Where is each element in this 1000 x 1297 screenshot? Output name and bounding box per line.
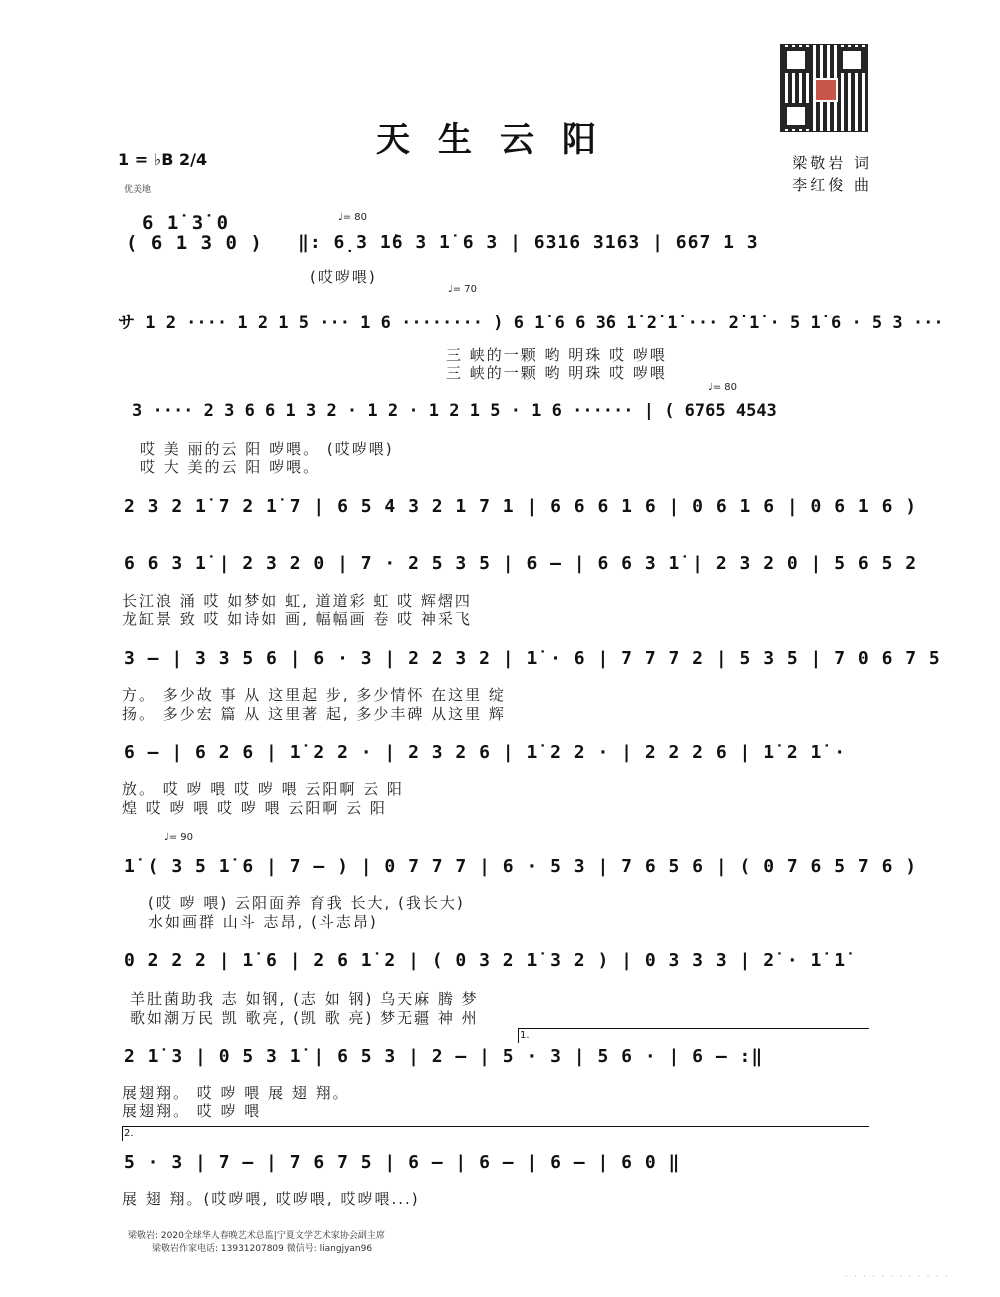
tempo-mark: ♩= 90 (164, 832, 193, 843)
lyric-line-7a: 放。 哎 哕 喂 哎 哕 喂 云阳啊 云 阳 (122, 780, 404, 798)
lyric-line-8a: (哎 哕 喂) 云阳面养 育我 长大, (我长大) (148, 894, 465, 912)
score-line-10: 2 1̇ 3 | 0 5 3 1̇ | 6 5 3 | 2 — | 5 · 3 | 5 6 · | 6 — :‖ (124, 1046, 764, 1067)
lyric-line-11a: 展 翅 翔。(哎哕喂, 哎哕喂, 哎哕喂...) (122, 1190, 420, 1208)
score-line-6: 3 — | 3 3 5 6 | 6 · 3 | 2 2 3 2 | 1̇ · 6 | 7 7 7 2 | 5 3 5 | 7 0 6 7 5 (124, 648, 941, 669)
score-line-3: 3 ···· 2 3 6 6 1 3 2 · 1 2 · 1 2 1 5 · 1 6 ······ | ( 6765 4543 (132, 401, 777, 421)
lyric-line-6a: 方。 多少故 事 从 这里起 步, 多少情怀 在这里 绽 (122, 686, 506, 704)
score-line-8: 1̇ ( 3 5 1̇ 6 | 7 — ) | 0 7 7 7 | 6 · 5 3 | 7 6 5 6 | ( 0 7 6 5 7 6 ) (124, 856, 918, 877)
volta-1: 1. (520, 1030, 530, 1041)
lyricist: 梁敬岩 词 (792, 154, 872, 172)
score-line-9: 0 2 2 2 | 1̇ 6 | 2 6 1̇ 2 | ( 0 3 2 1̇ 3 2 ) | 0 3 3 3 | 2̇ · 1̇ 1̇ (124, 950, 847, 971)
qr-logo-icon (814, 78, 838, 102)
lyric-line-9b: 歌如潮万民 凯 歌亮, (凯 歌 亮) 梦无疆 神 州 (130, 1009, 479, 1027)
lyric-line-8b: 水如画群 山斗 志昂, (斗志昂) (148, 913, 378, 931)
tempo-mark: ♩= 70 (448, 284, 477, 295)
composer: 李红俊 曲 (792, 176, 872, 194)
tempo-mark: ♩= 80 (708, 382, 737, 393)
qr-corner-icon (839, 47, 865, 73)
tempo-mark: ♩= 80 (338, 212, 367, 223)
footer-note-1: 梁敬岩: 2020全球华人春晚艺术总监|宁夏文学艺术家协会副主席 (128, 1231, 385, 1241)
score-line-5: 6 6 3 1̇ | 2 3 2 0 | 7 · 2 5 3 5 | 6 — | 6 6 3 1̇ | 2 3 2 0 | 5 6 5 2 (124, 553, 918, 574)
mood-marking: 优美地 (124, 185, 152, 195)
score-line-2: サ 1 2 ···· 1 2 1 5 ··· 1 6 ········ ) 6 1̇ 6 6 3̇6 1̇ 2̇ 1̇ ··· 2̇ 1̇ · 5 1̇ 6 · 5 3 ··· (118, 313, 944, 333)
score-line-11: 5 · 3 | 7 — | 7 6 7 5 | 6 — | 6 — | 6 — | 6 0 ‖ (124, 1152, 681, 1173)
footer-note-2: 梁敬岩作家电话: 13931207809 微信号: liangjyan96 (152, 1244, 373, 1254)
lyric-line-9a: 羊肚菌助我 志 如钢, (志 如 钢) 乌天麻 腾 梦 (130, 990, 479, 1008)
volta-bracket-2 (122, 1126, 869, 1141)
volta-2: 2. (124, 1128, 134, 1139)
lyric-line-3a: 哎 美 丽的云 阳 哕喂。 (哎哕喂) (140, 440, 394, 458)
qr-corner-icon (783, 47, 809, 73)
volta-bracket-1 (518, 1028, 869, 1043)
lyric-line-1: (哎哕喂) (310, 268, 377, 286)
lyric-line-2b: 三 峡的一颗 哟 明珠 哎 哕喂 (446, 364, 667, 382)
intro-notes: 6 1̇ 3̇ 0 (142, 212, 230, 234)
intro-notes-paren: ( 6 1 3 0 ) (126, 232, 263, 254)
lyric-line-10b: 展翅翔。 哎 哕 喂 (122, 1102, 262, 1120)
key-signature: 1 = ♭B 2/4 (118, 150, 208, 169)
lyric-line-7b: 煌 哎 哕 喂 哎 哕 喂 云阳啊 云 阳 (122, 799, 387, 817)
lyric-line-6b: 扬。 多少宏 篇 从 这里著 起, 多少丰碑 从这里 辉 (122, 705, 506, 723)
lyric-line-5a: 长江浪 涌 哎 如梦如 虹, 道道彩 虹 哎 辉熠四 (122, 592, 472, 610)
lyric-line-3b: 哎 大 美的云 阳 哕喂。 (140, 458, 321, 476)
lyric-line-10a: 展翅翔。 哎 哕 喂 展 翅 翔。 (122, 1084, 350, 1102)
score-line-4: 2 3 2 1̇ 7 2 1̇ 7 | 6 5 4 3 2 1 7 1 | 6 6 6 1 6 | 0 6 1 6 | 0 6 1 6 ) (124, 496, 918, 517)
decorative-dots: · · · · · · · · · · · · (845, 1272, 950, 1281)
score-line-7: 6 — | 6 2 6 | 1̇ 2 2 · | 2 3 2 6 | 1̇ 2 2 · | 2 2 2 6 | 1̇ 2 1̇ · (124, 742, 847, 763)
song-title: 天生云阳 (376, 120, 624, 160)
lyric-line-2a: 三 峡的一颗 哟 明珠 哎 哕喂 (446, 346, 667, 364)
score-line-1: ‖: 6̣3 1̇6 3 1̇ 6 3 | 6316 3163 | 667 1 3 (298, 232, 759, 253)
lyric-line-5b: 龙缸景 致 哎 如诗如 画, 幅幅画 卷 哎 神采飞 (122, 610, 472, 628)
